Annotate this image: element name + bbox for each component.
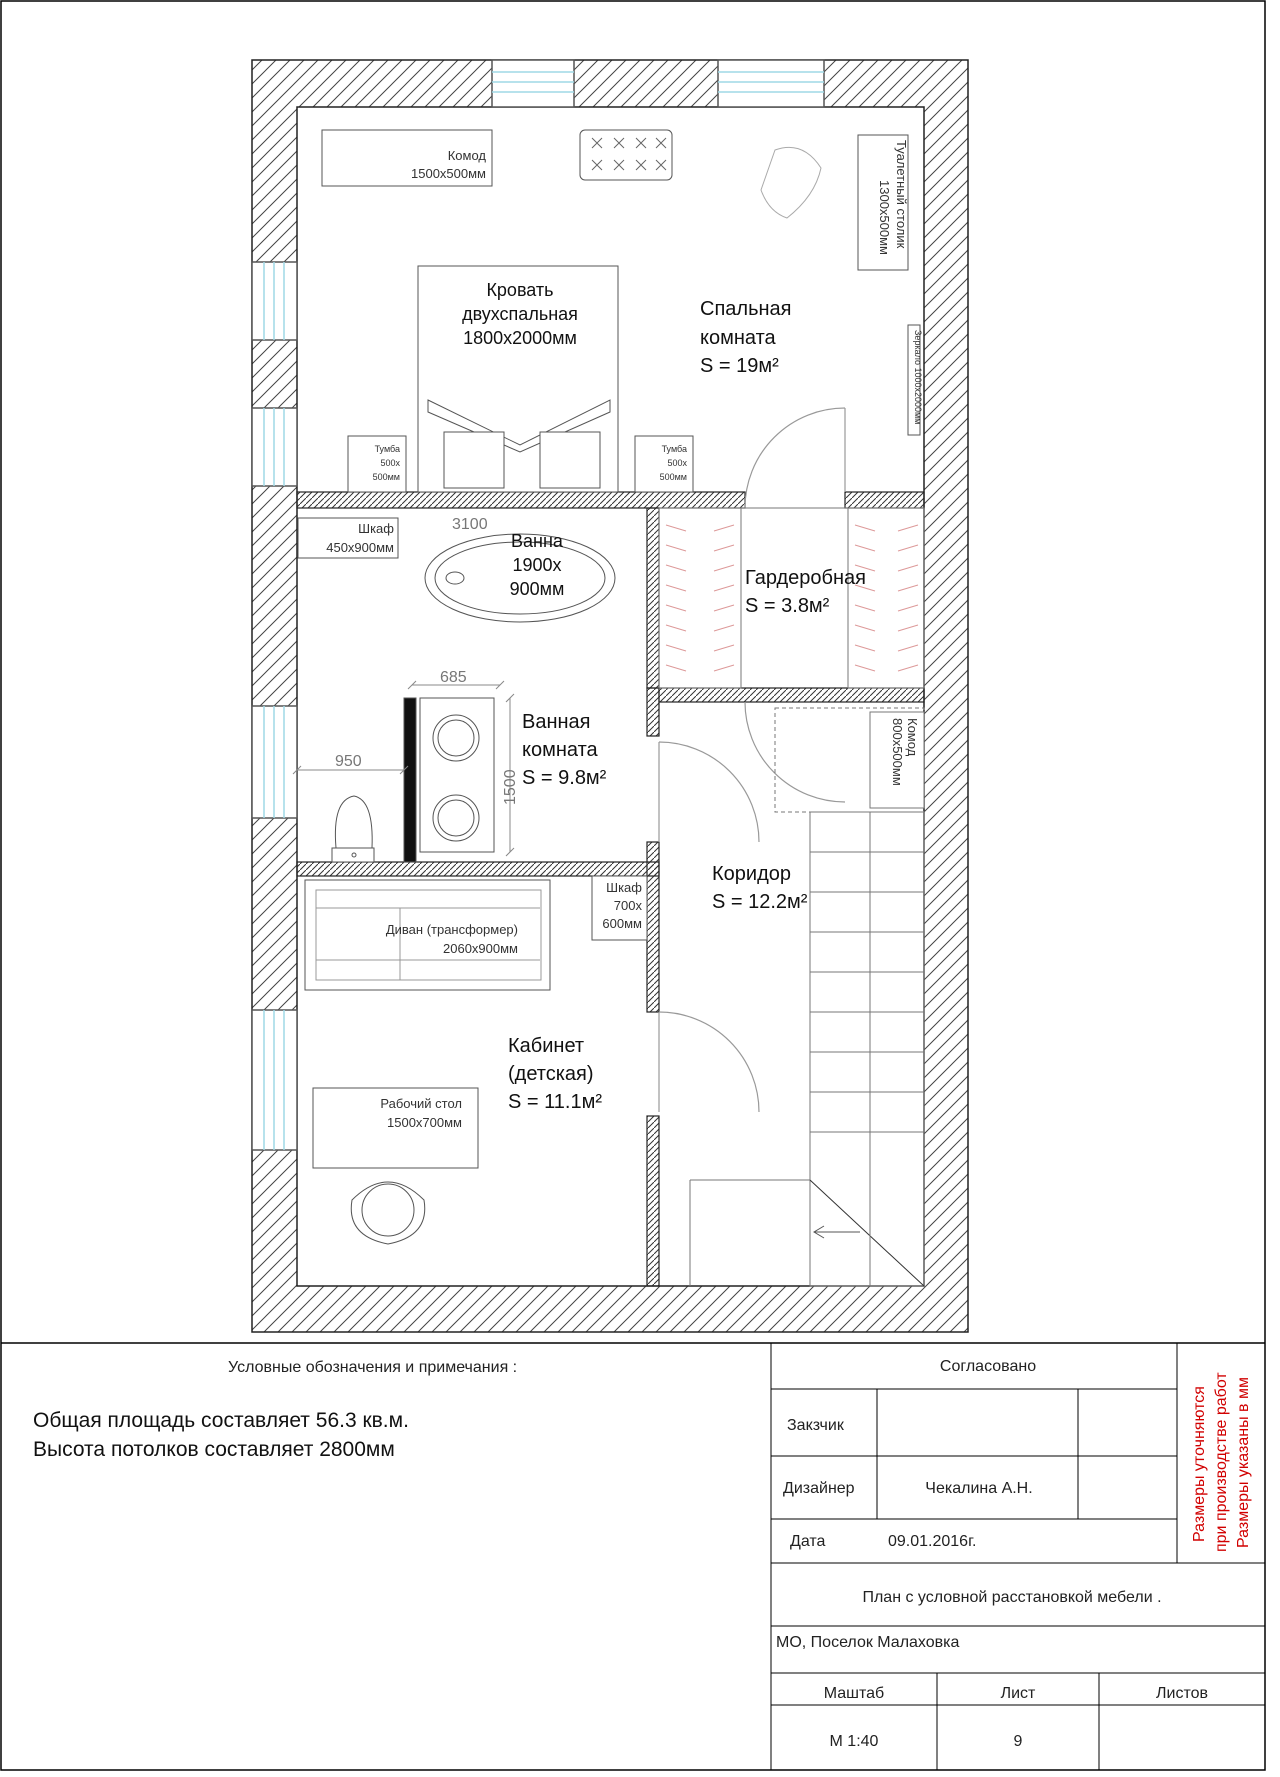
date-label: Дата <box>790 1533 826 1550</box>
bedroom-area: S = 19м² <box>700 355 779 377</box>
partition <box>404 698 416 862</box>
wall-bath-wardrobe <box>647 508 659 688</box>
note-ceiling-height: Высота потолков составляет 2800мм <box>33 1438 395 1461</box>
door-bedroom <box>745 408 845 508</box>
bed-label-2: двухспальная <box>462 304 578 324</box>
notes-block <box>1 1343 1265 1461</box>
sofa-label-1: Диван (трансформер) <box>385 922 518 937</box>
scale-label: Маштаб <box>823 1685 885 1702</box>
nightstand-right-label-2: 500х <box>667 458 687 468</box>
title-block-text <box>776 1358 1252 1750</box>
vanity-chair <box>761 147 821 218</box>
window-left-2 <box>252 408 297 486</box>
bath-cabinet-label-1: Шкаф <box>358 521 394 536</box>
date-value: 09.01.2016г. <box>888 1533 977 1550</box>
side-note-3: Размеры указаны в мм <box>1235 1377 1252 1548</box>
window-top-right <box>718 60 824 107</box>
client-label: Закзчик <box>787 1417 844 1434</box>
notes-heading: Условные обозначения и примечания : <box>228 1359 518 1376</box>
wardrobe-area: S = 3.8м² <box>745 595 830 617</box>
sheet-value: 9 <box>1013 1733 1023 1750</box>
wall-study-corridor <box>647 1116 659 1286</box>
nightstand-right-label-3: 500мм <box>659 472 687 482</box>
dim-1500: 1500 <box>502 769 519 805</box>
bathtub-drain <box>446 572 464 584</box>
bathroom-area: S = 9.8м² <box>522 767 607 789</box>
note-total-area: Общая площадь составляет 56.3 кв.м. <box>33 1409 409 1432</box>
vanity-label-1: Туалетный столик <box>894 140 909 249</box>
corridor-area: S = 12.2м² <box>712 891 808 913</box>
toilet-bowl <box>335 796 372 848</box>
sheets-label: Листов <box>1156 1685 1208 1702</box>
bedroom-label-2: комната <box>700 327 776 349</box>
window-left-3 <box>252 706 297 818</box>
bathtub-label-1: Ванна <box>511 531 563 551</box>
wall-wardrobe-bottom <box>659 688 924 702</box>
wardrobe-label: Гардеробная <box>745 567 866 589</box>
wall-bedroom-corridor-right <box>845 492 924 508</box>
bed-pillow-left <box>444 432 504 488</box>
bed-label-1: Кровать <box>486 280 554 300</box>
scale-value: М 1:40 <box>829 1733 879 1750</box>
corridor-dresser-label-1: Комод <box>905 718 920 757</box>
bedroom-label-1: Спальная <box>700 298 792 320</box>
study-label-2: (детская) <box>508 1063 594 1085</box>
pillows-bench <box>580 130 672 180</box>
doors <box>659 408 845 1112</box>
nightstand-right-label-1: Тумба <box>661 444 687 454</box>
designer-name: Чекалина А.Н. <box>925 1480 1033 1497</box>
study-cabinet-label-1: Шкаф <box>606 880 642 895</box>
mirror-label: Зеркало 1000х2000мм <box>913 330 923 425</box>
corridor-dresser-label-2: 800х500мм <box>890 718 905 786</box>
plan-title: План с условной расстановкой мебели . <box>862 1589 1162 1606</box>
window-left-1 <box>252 262 297 340</box>
designer-label: Дизайнер <box>783 1480 855 1497</box>
sheet-label: Лист <box>1000 1685 1036 1702</box>
bathroom-label-2: комната <box>522 739 598 761</box>
location: МО, Поселок Малаховка <box>776 1634 960 1651</box>
dim-3100: 3100 <box>452 516 488 533</box>
agreed-label: Согласовано <box>939 1358 1037 1375</box>
dresser-top-label-2: 1500х500мм <box>411 166 486 181</box>
dim-685: 685 <box>440 669 467 686</box>
vanity-label-2: 1300х500мм <box>877 180 892 255</box>
bath-cabinet-label-2: 450х900мм <box>326 540 394 555</box>
bed-label-3: 1800х2000мм <box>463 328 577 348</box>
bathroom-fixtures <box>298 518 615 862</box>
side-note-2: при производстве работ <box>1213 1372 1230 1552</box>
window-left-4 <box>252 1010 297 1150</box>
bathtub-label-2: 1900х <box>512 555 562 575</box>
dim-950: 950 <box>335 753 362 770</box>
desk-label-2: 1500х700мм <box>387 1115 462 1130</box>
nightstand-left-label-3: 500мм <box>372 472 400 482</box>
wall-bath-corridor-upper <box>647 688 659 736</box>
sofa-label-2: 2060х900мм <box>443 941 518 956</box>
door-bathroom <box>659 742 759 842</box>
corridor-label: Коридор <box>712 863 791 885</box>
wall-bedroom-bath <box>297 492 745 508</box>
door-study <box>659 1012 759 1112</box>
study-cabinet-label-3: 600мм <box>602 916 642 931</box>
window-top-left <box>492 60 574 107</box>
bed-pillow-right <box>540 432 600 488</box>
side-note-1: Размеры уточняются <box>1191 1386 1208 1542</box>
dresser-top-label-1: Комод <box>447 148 486 163</box>
study-label-1: Кабинет <box>508 1035 585 1057</box>
bedroom-furniture <box>322 130 920 492</box>
nightstand-left-label-1: Тумба <box>374 444 400 454</box>
study-area: S = 11.1м² <box>508 1091 602 1113</box>
bathtub-label-3: 900мм <box>509 579 565 599</box>
study-cabinet-label-2: 700х <box>613 898 642 913</box>
nightstand-left-label-2: 500х <box>380 458 400 468</box>
desk-label-1: Рабочий стол <box>380 1096 462 1111</box>
bathroom-label-1: Ванная <box>522 711 591 733</box>
wall-bath-study <box>297 862 659 876</box>
